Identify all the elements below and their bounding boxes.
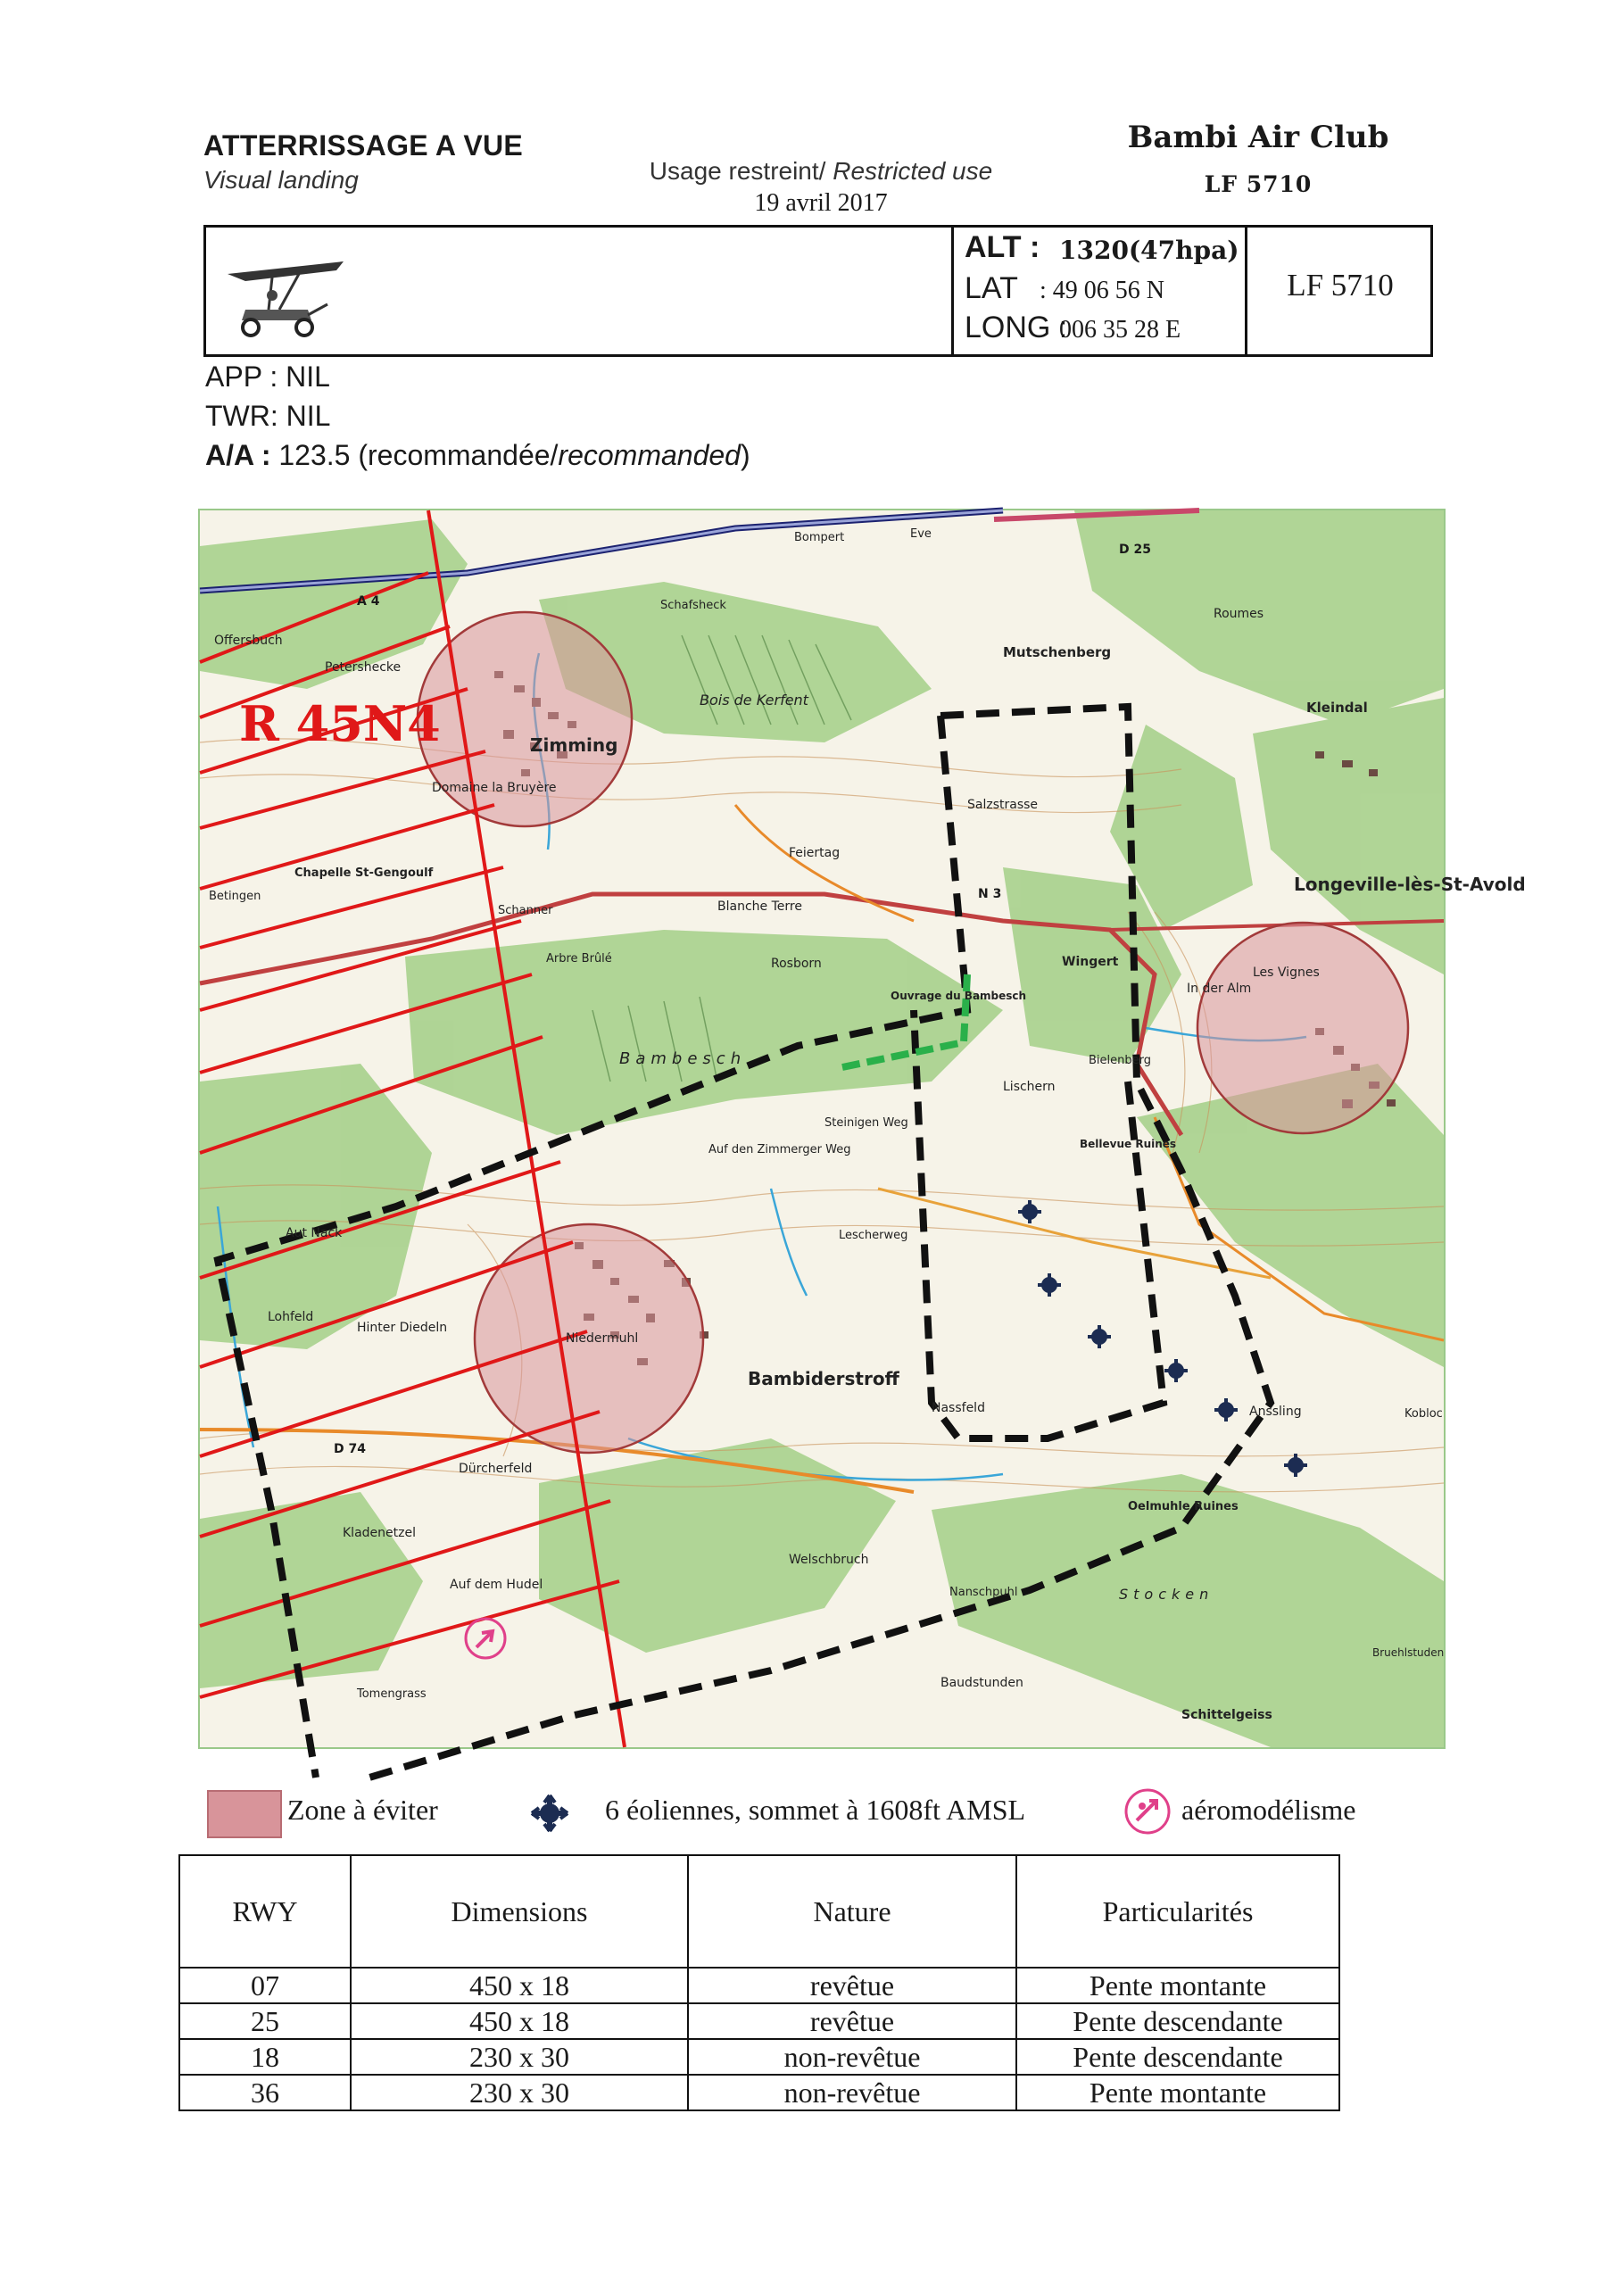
place-label: Bellevue Ruines bbox=[1080, 1138, 1177, 1150]
place-label: Arbre Brûlé bbox=[546, 952, 612, 966]
place-label: Nanschpuhl bbox=[949, 1586, 1018, 1599]
alt-value: 1320(47hpa) bbox=[1059, 236, 1239, 265]
table-cell: 25 bbox=[179, 2003, 351, 2039]
place-label: Blanche Terre bbox=[717, 899, 802, 914]
place-label: Bielenberg bbox=[1089, 1054, 1151, 1067]
table-cell: Pente descendante bbox=[1016, 2003, 1339, 2039]
table-cell: 18 bbox=[179, 2039, 351, 2075]
place-label: Zimming bbox=[530, 734, 618, 756]
place-label: Kobloc bbox=[1404, 1407, 1443, 1421]
aa-frequency bbox=[205, 439, 750, 472]
table-cell: Pente descendante bbox=[1016, 2039, 1339, 2075]
place-label: Salzstrasse bbox=[967, 798, 1039, 812]
place-label: Rosborn bbox=[771, 957, 822, 971]
club-code: LF 5710 bbox=[1204, 171, 1313, 197]
legend-model-text: aéromodélisme bbox=[1181, 1794, 1356, 1826]
place-label: Baudstunden bbox=[940, 1676, 1023, 1690]
place-label: Schanner bbox=[498, 904, 553, 917]
document-date: 19 avril 2017 bbox=[754, 189, 888, 217]
place-label: Domaine la Bruyère bbox=[432, 781, 557, 795]
header-dimensions: Dimensions bbox=[351, 1855, 688, 1968]
place-label: Kleindal bbox=[1306, 700, 1368, 716]
place-label: Auf dem Hudel bbox=[450, 1578, 543, 1592]
table-row bbox=[179, 2075, 1339, 2110]
place-label: Petershecke bbox=[325, 660, 402, 675]
place-label: Chapelle St-Gengoulf bbox=[294, 866, 434, 880]
usage-en: Restricted use bbox=[833, 157, 993, 185]
place-label: Tomengrass bbox=[357, 1687, 427, 1701]
twr-frequency: TWR: NIL bbox=[205, 400, 331, 432]
map-canvas bbox=[200, 510, 1526, 1747]
header-particularites: Particularités bbox=[1016, 1855, 1339, 1968]
header-nature: Nature bbox=[688, 1855, 1016, 1968]
place-label: In der Alm bbox=[1187, 982, 1252, 996]
place-label: Dürcherfeld bbox=[459, 1462, 533, 1476]
place-label: Welschbruch bbox=[789, 1553, 869, 1567]
legend-zone-text: Zone à éviter bbox=[287, 1794, 438, 1826]
place-label: Stocken bbox=[1119, 1586, 1214, 1603]
runway-table bbox=[178, 1854, 1340, 2111]
place-label: Les Vignes bbox=[1253, 966, 1320, 980]
aa-italic: recommanded bbox=[558, 439, 741, 471]
place-label: Ouvrage du Bambesch bbox=[891, 990, 1027, 1002]
legend-wind-text: 6 éoliennes, sommet à 1608ft AMSL bbox=[605, 1794, 1026, 1826]
restricted-zone-label: R 45N4 bbox=[239, 695, 441, 752]
club-name: Bambi Air Club bbox=[1127, 120, 1389, 155]
header-rwy: RWY bbox=[179, 1855, 351, 1968]
aerodrome-code: LF 5710 bbox=[1287, 268, 1394, 303]
place-label: Schafsheck bbox=[660, 599, 726, 612]
table-cell: 36 bbox=[179, 2075, 351, 2110]
place-label: Schittelgeiss bbox=[1181, 1708, 1272, 1722]
table-cell: non-revêtue bbox=[688, 2039, 1016, 2075]
document-subtitle: Visual landing bbox=[203, 166, 359, 194]
place-label: Anssling bbox=[1249, 1405, 1302, 1419]
place-label: Steinigen Weg bbox=[824, 1116, 908, 1130]
lat-label: LAT bbox=[965, 271, 1018, 305]
road-label: A 4 bbox=[357, 594, 380, 609]
topographic-map bbox=[198, 509, 1526, 1749]
place-label: Eve bbox=[910, 527, 932, 541]
place-label: Bois de Kerfent bbox=[700, 692, 808, 709]
aa-end: ) bbox=[740, 439, 750, 471]
place-label: Wingert bbox=[1062, 955, 1119, 969]
place-label: Lohfeld bbox=[268, 1310, 314, 1324]
place-label: Bruehlstuden bbox=[1372, 1646, 1445, 1659]
place-label: Betingen bbox=[209, 890, 261, 903]
place-label: Oelmuhle Ruines bbox=[1128, 1500, 1239, 1513]
road-label: N 3 bbox=[978, 887, 1002, 901]
table-cell: non-revêtue bbox=[688, 2075, 1016, 2110]
zone-swatch bbox=[207, 1790, 282, 1838]
place-label: Aut Nack bbox=[286, 1226, 343, 1240]
lat-value: : 49 06 56 N bbox=[1040, 277, 1164, 304]
place-label: Lischern bbox=[1003, 1080, 1056, 1094]
long-label: LONG : bbox=[965, 311, 1068, 344]
usage-fr: Usage restreint/ bbox=[649, 157, 833, 185]
runway-table-header bbox=[179, 1855, 1339, 1968]
ulm-aircraft-icon bbox=[219, 254, 352, 344]
table-cell: Pente montante bbox=[1016, 2075, 1339, 2110]
place-label: Auf den Zimmerger Weg bbox=[708, 1143, 851, 1156]
long-value: 006 35 28 E bbox=[1059, 316, 1181, 344]
table-cell: revêtue bbox=[688, 2003, 1016, 2039]
place-label: Feiertag bbox=[789, 846, 841, 860]
table-row bbox=[179, 1968, 1339, 2003]
document-title: ATTERRISSAGE A VUE bbox=[203, 129, 524, 162]
place-label: Niedermuhl bbox=[566, 1331, 639, 1346]
aa-label: A/A : bbox=[205, 439, 271, 471]
wind-turbine-icon bbox=[528, 1792, 571, 1835]
place-label: Longeville-lès-St-Avold bbox=[1294, 874, 1526, 895]
coordinates-cell bbox=[951, 225, 1247, 357]
place-label: Mutschenberg bbox=[1003, 644, 1112, 660]
table-row bbox=[179, 2039, 1339, 2075]
place-label: Hinter Diedeln bbox=[357, 1321, 448, 1335]
place-label: Offersbuch bbox=[214, 634, 283, 648]
aa-value: 123.5 (recommandée/ bbox=[270, 439, 559, 471]
table-cell: Pente montante bbox=[1016, 1968, 1339, 2003]
table-cell: 450 x 18 bbox=[351, 2003, 688, 2039]
table-cell: 230 x 30 bbox=[351, 2039, 688, 2075]
table-cell: 07 bbox=[179, 1968, 351, 2003]
place-label: Bambiderstroff bbox=[748, 1368, 899, 1389]
road-label: D 74 bbox=[334, 1442, 366, 1456]
place-label: Bompert bbox=[794, 531, 845, 544]
place-label: Nassfeld bbox=[932, 1401, 985, 1415]
place-label: Roumes bbox=[1214, 607, 1264, 621]
table-cell: 230 x 30 bbox=[351, 2075, 688, 2110]
place-label: Bambesch bbox=[619, 1049, 747, 1068]
model-aircraft-icon bbox=[1123, 1786, 1172, 1836]
table-cell: revêtue bbox=[688, 1968, 1016, 2003]
table-cell: 450 x 18 bbox=[351, 1968, 688, 2003]
place-label: Kladenetzel bbox=[343, 1526, 416, 1540]
road-label: D 25 bbox=[1119, 543, 1151, 557]
place-label: Lescherweg bbox=[839, 1229, 908, 1242]
alt-label: ALT : bbox=[965, 230, 1040, 264]
usage-note bbox=[625, 157, 1017, 186]
table-row bbox=[179, 2003, 1339, 2039]
app-frequency: APP : NIL bbox=[205, 361, 330, 393]
